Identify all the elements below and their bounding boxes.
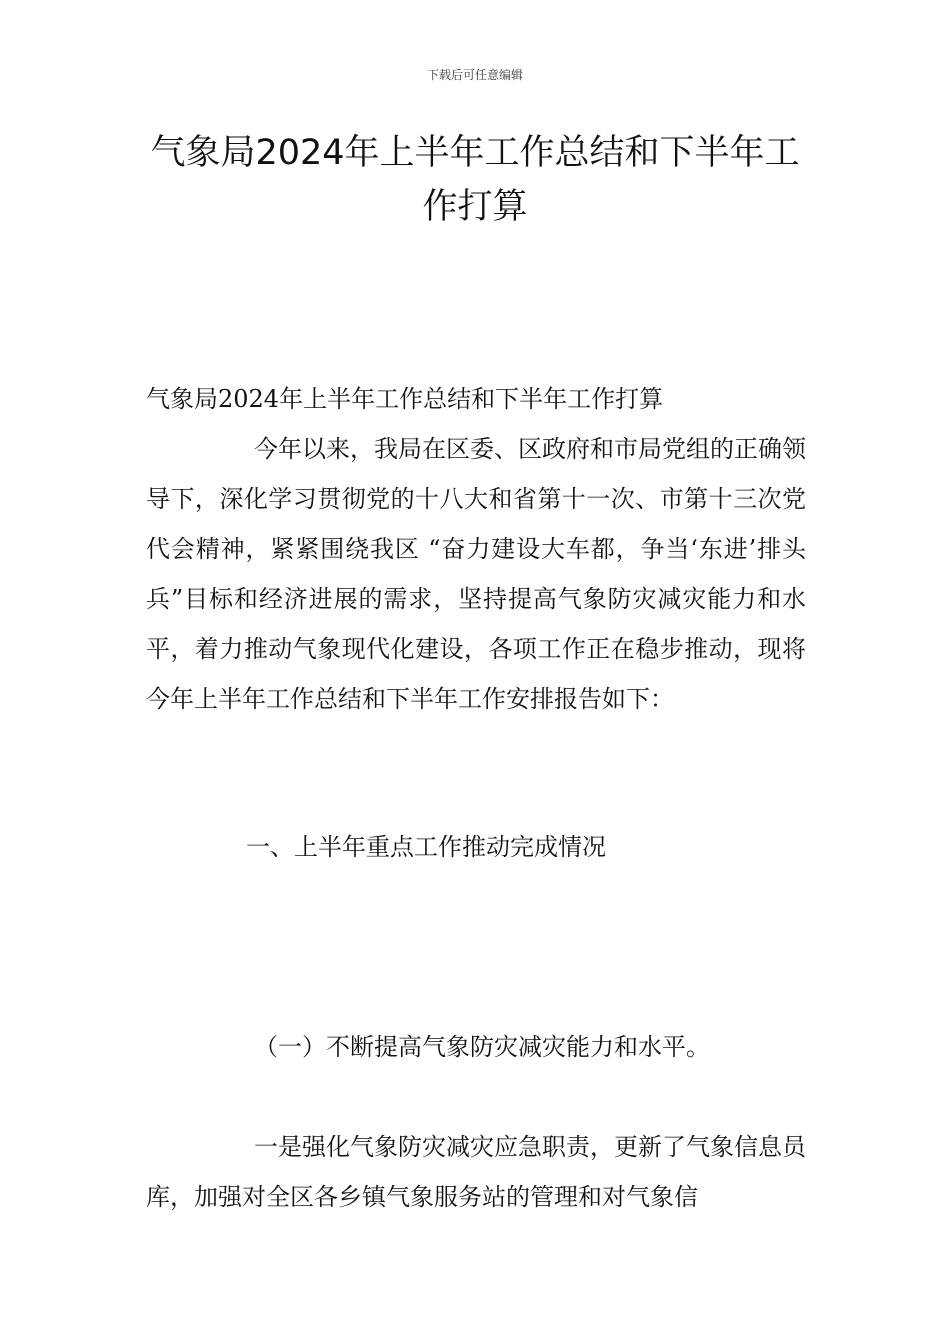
page-header-note: 下载后可任意编辑 [426,68,523,82]
document-subtitle: 气象局2024年上半年工作总结和下半年工作打算 [146,385,664,413]
subsection-heading-1: （一）不断提高气象防灾减灾能力和水平。 [254,1033,710,1061]
section-heading-1: 一、上半年重点工作推动完成情况 [246,833,606,861]
intro-paragraph: 今年以来，我局在区委、区政府和市局党组的正确领导下，深化学习贯彻党的十八大和省第十一次、市第十三次党代会精神，紧紧围绕我区 “奋力建设大车都，争当‘东进’排头兵”目标和经济进展的需求，坚持提高气象防灾减灾能力和水平，着力推动气象现代化建设，各项工作正在稳步推动，现将今年上半年工作总结和下半年工作安排报告如下： [146,435,806,713]
body-paragraph-1: 一是强化气象防灾减灾应急职责，更新了气象信息员库，加强对全区各乡镇气象服务站的管理和对气象信 [146,1133,806,1211]
document-title: 气象局2024年上半年工作总结和下半年工作打算 [150,133,800,227]
